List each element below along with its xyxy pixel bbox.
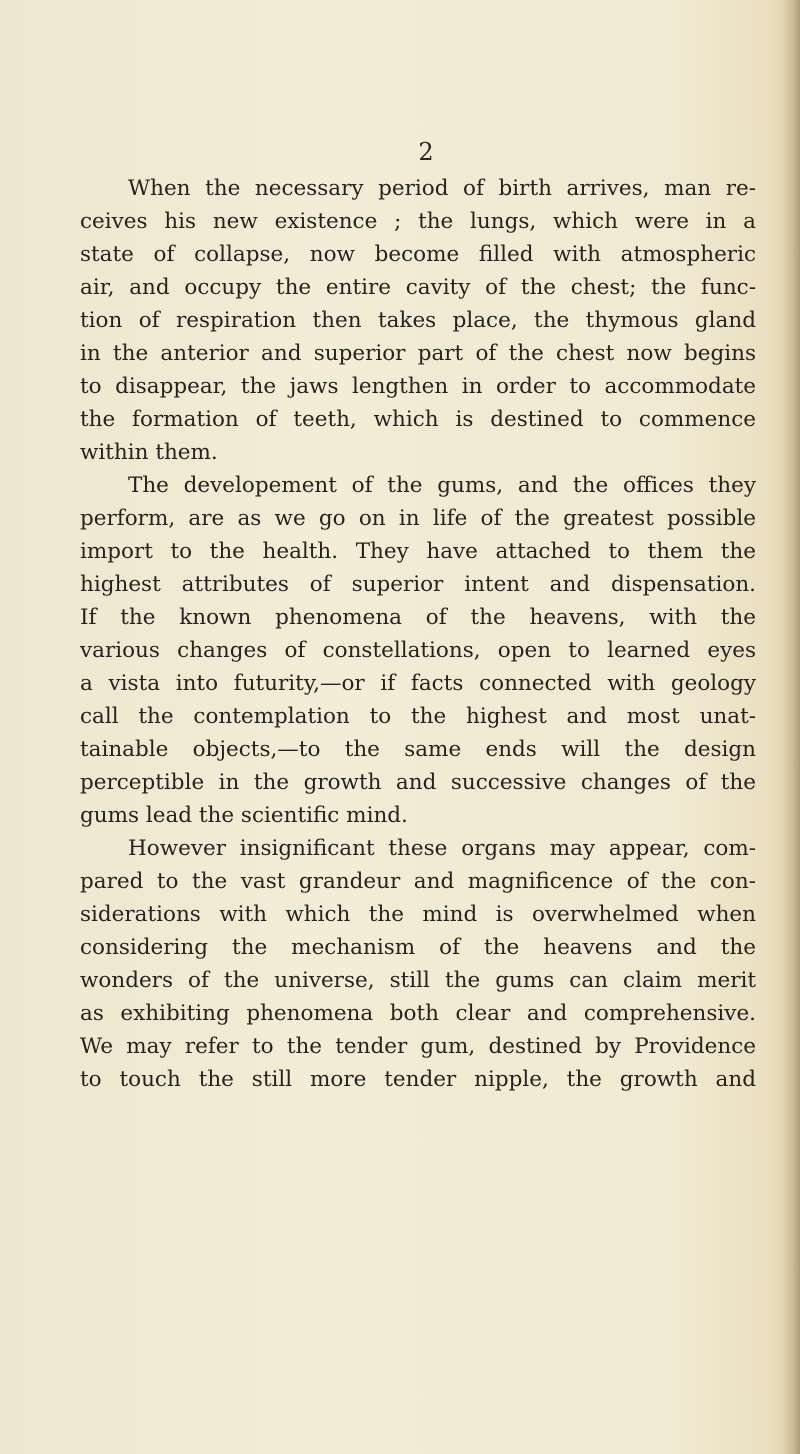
text-line: import to the health. They have attached to them the — [80, 539, 756, 564]
text-line: state of collapse, now become filled with atmospheric — [80, 242, 756, 267]
page-edge-shadow — [782, 0, 800, 1454]
text-line: call the contemplation to the highest and most unat- — [80, 704, 756, 729]
text-line: as exhibiting phenomena both clear and comprehensive. — [80, 1001, 756, 1026]
text-line: perform, are as we go on in life of the greatest possible — [80, 506, 756, 531]
text-line: However insignificant these organs may appear, com- — [128, 836, 756, 861]
text-line: wonders of the universe, still the gums can claim merit — [80, 968, 756, 993]
text-line: to disappear, the jaws lengthen in order to accommodate — [80, 374, 756, 399]
text-line: various changes of constellations, open to learned eyes — [80, 638, 756, 663]
text-line: pared to the vast grandeur and magnificence of the con- — [80, 869, 756, 894]
text-line: When the necessary period of birth arrives, man re- — [128, 176, 756, 201]
text-line: within them. — [80, 440, 218, 465]
text-line: perceptible in the growth and successive changes of the — [80, 770, 756, 795]
text-line: in the anterior and superior part of the chest now begins — [80, 341, 756, 366]
text-line: a vista into futurity,—or if facts connected with geology — [80, 671, 756, 696]
text-line: ceives his new existence ; the lungs, which were in a — [80, 209, 756, 234]
text-line: tion of respiration then takes place, the thymous gland — [80, 308, 756, 333]
text-line: tainable objects,—to the same ends will the design — [80, 737, 756, 762]
body-text — [80, 172, 756, 1096]
text-line: If the known phenomena of the heavens, with the — [80, 605, 756, 630]
text-line: highest attributes of superior intent and dispensation. — [80, 572, 756, 597]
text-line: gums lead the scientific mind. — [80, 803, 408, 828]
text-line: We may refer to the tender gum, destined by Providence — [80, 1034, 756, 1059]
text-line: air, and occupy the entire cavity of the chest; the func- — [80, 275, 756, 300]
page-number: 2 — [418, 138, 434, 166]
text-line: The developement of the gums, and the offices they — [128, 473, 756, 498]
text-line: considering the mechanism of the heavens and the — [80, 935, 756, 960]
text-line: the formation of teeth, which is destined to commence — [80, 407, 756, 432]
text-line: siderations with which the mind is overwhelmed when — [80, 902, 756, 927]
text-line: to touch the still more tender nipple, the growth and — [80, 1067, 756, 1092]
